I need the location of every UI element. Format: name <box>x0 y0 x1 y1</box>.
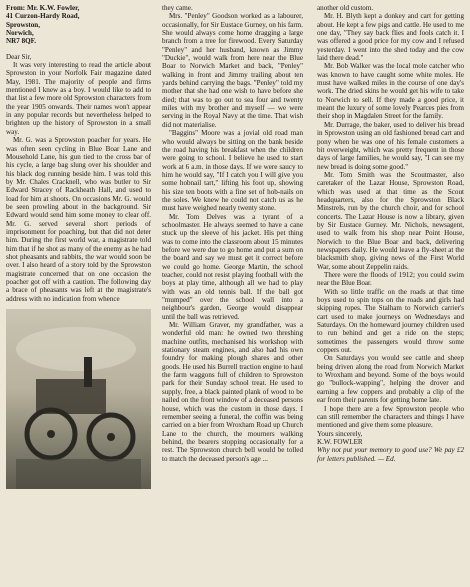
paragraph: Mr. Tom Delves was a tyrant of a schoolmaster. He always seemed to have a cane stuck up the sleeve of his jacket. His pet thing was to come into the classroom about 15 minutes before we were due to go home and put a sum on the board and say we must get it correct before we could go home. George Martin, the school teacher, could not resist playing football with the boys at play time, although all we had to play with was an old tennis ball. If the ball got "mumped" over the school wall into a neighbour's garden, George would disappear until the ball was retrieved. <box>162 212 303 321</box>
paragraph: Mr. William Graver, my grandfather, was a wonderful old man: he owned two threshing machine outfits, mechanised his workshop with stationary steam engines, and also had his own foundry for making plough shares and other goods. He used his Burrell traction engine to haul the farm waggons full of children to Sprowston park for their Sunday school treat. He used to supply, free, a black painted plank of wood to be nailed on the front window of a deceased persons house, which was the custom in those days. I remember seeing a funeral, the coffin was being carried on a bier from Wroxham Road up Church Lane to the church, the mourners walking behind, the bearers stopping occasionally for a rest. The Sprowston church bell would be tolled to match the deceased person's age ... <box>162 321 303 463</box>
photo-traction-engine <box>6 309 151 489</box>
paragraph: There were the floods of 1912; you could swim near the Blue Boar. <box>317 271 464 288</box>
address-line: Norwich, <box>6 29 34 38</box>
salutation: Dear Sir, <box>6 52 32 61</box>
paragraph: I hope there are a few Sprowston people who can still remember the characters and things I have mentioned and give them some pleasure. <box>317 404 464 430</box>
paragraph: "Baggins" Moore was a jovial old road man who would always be sitting on the bank beside the road having his breakfast when the children were going to school. I believe he used to start work at 6 a.m. in those days. If we were saucy to him he would say, "If I catch you I will give you some hobnail tart," lifting his foot up, showing his size ten boots with a fine set of hob-nails on the soles. We knew he could not catch us as he must have weighed nearly twenty stone. <box>162 129 303 213</box>
paragraph: Mr. H. Blyth kept a donkey and cart for getting about. He kept a few pigs and cattle. He used to me one day, "They say back flies and fools catch it. I was offered a good price for my cow and I refused yesterday. I went into the shed today and the cow laid there dead." <box>317 12 464 63</box>
address-line: 41 Curzon-Hardy Road, <box>6 12 80 21</box>
paragraph: they came. <box>162 4 193 12</box>
paragraph: It was very interesting to read the article about Sprowston in your Norfolk Fair magazine dated May, 1981. The majority of people and firms mentioned I knew as a boy. I would like to add to that list a few more old Sprowston characters from the year 1905 onwards. Their names won't appear in any popular records but nevertheless helped to brighten up the history of Sprowston in a small way. <box>6 61 151 136</box>
signature: K.W. FOWLER <box>317 437 363 446</box>
column-3 <box>317 4 464 583</box>
column-1 <box>6 4 151 583</box>
paragraph: Mr. Bob Walker was the local mole catcher who was known to have caught some white moles. He must have walked miles in the course of one day's work. The dried skins he would get his wife to take to Norwich to sell. If they made a good price, it meant the luxury of some lovely Pearces pies from their shop in Magdalen Street for the family. <box>317 62 464 121</box>
paragraph: Mr. Durrage, the baker, used to deliver his bread in Sprowston using an old fashioned bread cart and pony when he was one of his female customers a bit overweight, which was pretty frequent in those days of large families, he would say, "I can see my new bread is doing some good." <box>317 120 464 171</box>
sender-address <box>6 4 151 46</box>
column-2 <box>162 4 303 583</box>
address-line: From: Mr. K.W. Fowler, <box>6 4 80 12</box>
paragraph: Mr. Tom Smith was the Scoutmaster, also caretaker of the Lazar House, Sprowston Road, which was used at that time as the Scout headquarters, also for the Sprowston Black Minstrels, run by the church choir, and for school concerts. The Lazar House is now a library, given by Sir Eustace Gurney. Mr. Nichols, newsagent, used to walk from his shop near Point House, Norwich to the Blue Boar and back, delivering newspapers daily. He would leave a fly-sheet at the blacksmith shop, giving news of the First World War, some about Zeppelin raids. <box>317 170 464 271</box>
paragraph: On Saturdays you would see cattle and sheep being driven along the road from Norwich Market to Wroxham and beyond. Some of the boys would go "bullock-wapping", helping the drover and earning a few coppers and probably a clip of the ear from their parents for getting home late. <box>317 354 464 405</box>
paragraph: another old custom. <box>317 4 374 12</box>
address-line: Sprowston, <box>6 20 40 29</box>
paragraph: With so little traffic on the roads at that time boys used to spin tops on the roads and girls had skipping ropes. The Stalham to Norwich carrier's cart used to make journeys on Wednesdays and Saturdays. On the homeward journey children used to run behind and get a ride on the steps; sometimes the passengers would throw some coppers out. <box>317 287 464 355</box>
address-line: NR7 8QF. <box>6 37 37 46</box>
editor-note: Why not put your memory to good use? We pay £2 for letters published. — Ed. <box>317 446 464 463</box>
closing: Yours sincerely, <box>317 429 363 438</box>
paragraph: Mrs. "Penley" Goodson worked as a labourer, occasionally, for Sir Eustace Gurney, on his farm. She would always come home dragging a large branch from a tree for firewood. Every Saturday "Penley" and her husband, known as Jimmy "Duckie", would walk from here near the Blue Boar to Norwich Market and back, "Penley" walking in front and Jimmy trailing about ten yards behind carrying the bags. "Penley" told my mother that she had one wish to have before she died; that was to go out to sea four and twenty miles with my brother and myself — we were serving in the Royal Navy at the time. That wish did not materialise. <box>162 12 303 129</box>
paragraph: Mr. G. was a Sprowston poacher for years. He was often seen cycling in Blue Boar Lane and Mousehold Lane, his gun tied to the cross bar of his cycle, a large bag slung over his shoulder and his black dog running beside him. I was told this by Mr. Chales Cracknell, who was butler to Sir Edward Stracey of Rackheath Hall, and used to load for him at shoots. On occasions Mr. G. would be seen prowling about in the background. Sir Edward would send him some money to clear off. Mr. G. served several short periods of imprisonment for poaching, but that did not deter him. During the first world war, a magistrate told him that if he shot as many of the enemy as he had shot pheasants and rabbits, the war would soon be over. I also heard of a story told by the Sprowston magistrate concerned that on one occasion the poacher got off with a caution. The following day a brace of pheasants was left at the magistrate's address with no indication from whence <box>6 136 151 303</box>
